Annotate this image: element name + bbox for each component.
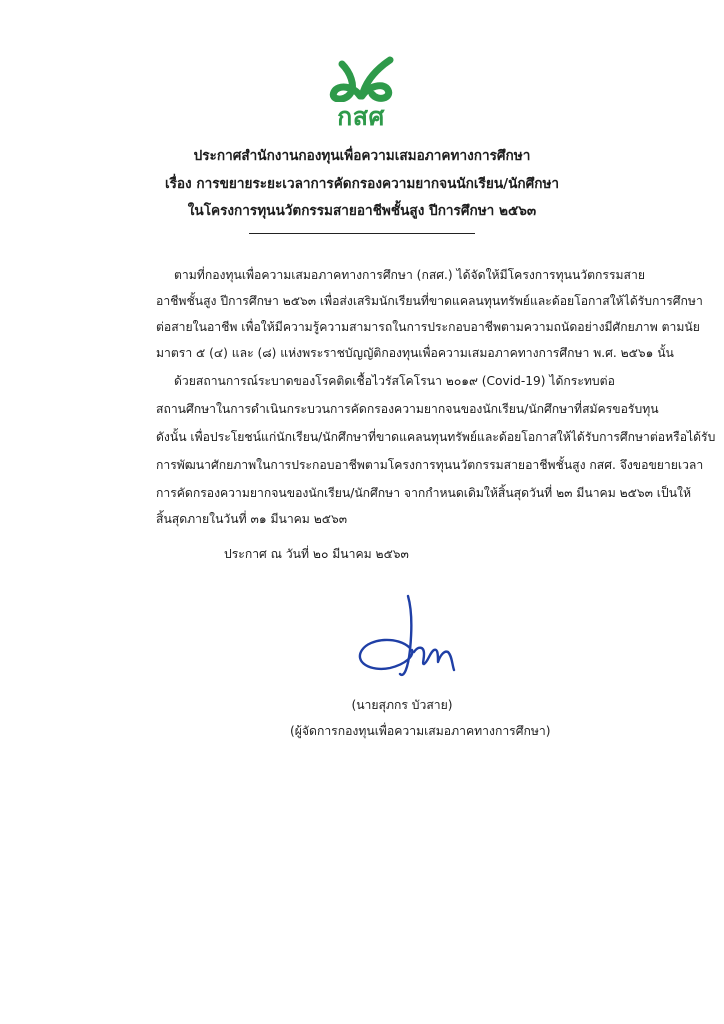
paragraph2-line: สิ้นสุดภายในวันที่ ๓๑ มีนาคม ๒๕๖๓ [156,512,348,526]
signer-name: (นายสุภกร บัวสาย) [351,698,453,712]
announcement-date: ประกาศ ณ วันที่ ๒๐ มีนาคม ๒๕๖๓ [224,547,409,561]
paragraph1-line: ต่อสายในอาชีพ เพื่อให้มีความรู้ความสามารถในการประกอบอาชีพตามความถนัดอย่างมีศักยภาพ ตามนัย [156,320,700,334]
signer-title: (ผู้จัดการกองทุนเพื่อความเสมอภาคทางการศึกษา) [290,724,551,738]
logo-mark-icon [316,50,406,102]
paragraph1-line: ตามที่กองทุนเพื่อความเสมอภาคทางการศึกษา (กสศ.) ได้จัดให้มีโครงการทุนนวัตกรรมสาย [174,268,645,282]
paragraph2-line: ดังนั้น เพื่อประโยชน์แก่นักเรียน/นักศึกษาที่ขาดแคลนทุนทรัพย์และด้อยโอกาสให้ได้รับการศึกษาต่อหรือได้รับ [156,430,716,444]
organization-logo [316,50,406,138]
paragraph1-line: มาตรา ๕ (๔) และ (๘) แห่งพระราชบัญญัติกองทุนเพื่อความเสมอภาคทางการศึกษา พ.ศ. ๒๕๖๑ นั้น [156,346,674,360]
paragraph1-line: อาชีพชั้นสูง ปีการศึกษา ๒๕๖๓ เพื่อส่งเสริมนักเรียนที่ขาดแคลนทุนทรัพย์และด้อยโอกาสให้ได้รับการศึกษา [156,294,703,308]
paragraph2-line: การคัดกรองความยากจนของนักเรียน/นักศึกษา จากกำหนดเดิมให้สิ้นสุดวันที่ ๒๓ มีนาคม ๒๕๖๓ เป็นให้ [156,486,692,500]
paragraph2-line: สถานศึกษาในการดำเนินกระบวนการคัดกรองความยากจนของนักเรียน/นักศึกษาที่สมัครขอรับทุน [156,402,659,416]
handwritten-signature [340,590,480,690]
heading-divider [249,233,475,234]
paragraph2-line: ด้วยสถานการณ์ระบาดของโรคติดเชื้อไวรัสโคโรนา ๒๐๑๙ (Covid-19) ได้กระทบต่อ [174,374,615,388]
heading-project: ในโครงการทุนนวัตกรรมสายอาชีพชั้นสูง ปีการศึกษา ๒๕๖๓ [187,203,537,219]
heading-announcement: ประกาศสำนักงานกองทุนเพื่อความเสมอภาคทางการศึกษา [193,148,531,164]
paragraph2-line: การพัฒนาศักยภาพในการประกอบอาชีพตามโครงการทุนนวัตกรรมสายอาชีพชั้นสูง กสศ. จึงขอขยายเวลา [156,458,704,472]
logo-text: กสศ [337,102,385,131]
heading-subject: เรื่อง การขยายระยะเวลาการคัดกรองความยากจนนักเรียน/นักศึกษา [164,176,560,192]
